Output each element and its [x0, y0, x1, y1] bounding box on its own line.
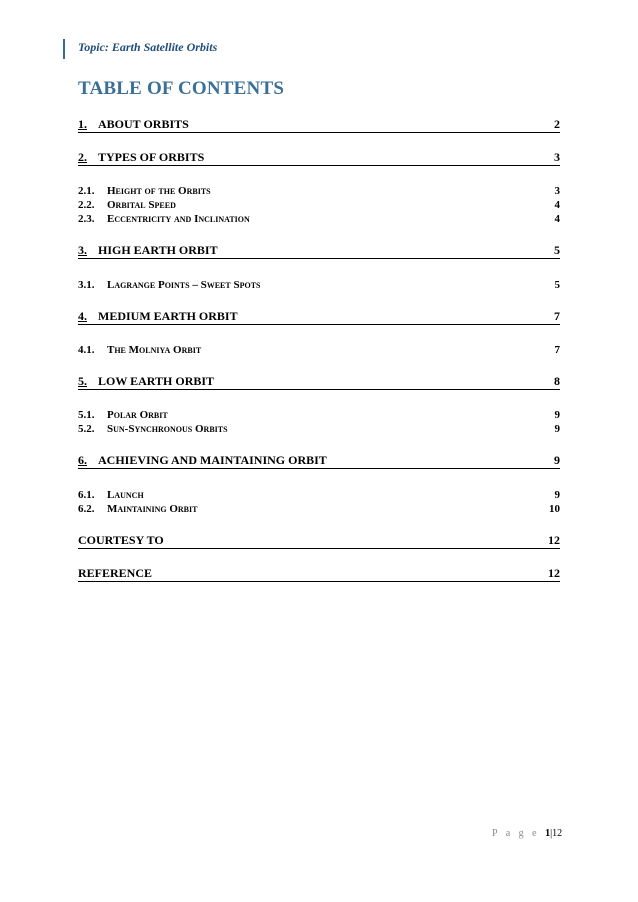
page-footer [492, 828, 562, 839]
toc-entry-label: Launch [107, 489, 144, 501]
toc-entry-page: 9 [554, 409, 560, 421]
toc-entry-label: COURTESY TO [78, 533, 164, 547]
toc-entry-label: Eccentricity and Inclination [107, 213, 250, 225]
toc-entry-page: 10 [549, 503, 560, 515]
toc-entry-achieving-orbit[interactable] [78, 453, 560, 469]
toc-entry-page: 12 [548, 566, 560, 580]
toc-entry-label: ABOUT ORBITS [98, 117, 189, 131]
toc-entry-height-of-orbits[interactable] [78, 183, 560, 197]
toc-entry-number: 2.3. [78, 213, 95, 225]
toc-entry-polar-orbit[interactable] [78, 407, 560, 421]
toc-entry-molniya-orbit[interactable] [78, 342, 560, 356]
toc-entry-label: Height of the Orbits [107, 185, 211, 197]
toc-entry-label: MEDIUM EARTH ORBIT [98, 309, 238, 323]
toc-entry-number: 2.1. [78, 185, 95, 197]
toc-entry-sun-synchronous[interactable] [78, 421, 560, 435]
toc-entry-page: 9 [554, 489, 560, 501]
toc-entry-page: 2 [554, 117, 560, 131]
toc-entry-reference[interactable] [78, 566, 560, 582]
toc-entry-label: ACHIEVING AND MAINTAINING ORBIT [98, 453, 327, 467]
toc-entry-page: 3 [554, 185, 560, 197]
toc-entry-eccentricity[interactable] [78, 211, 560, 225]
footer-current-page: 1 [545, 828, 551, 839]
toc-entry-number: 5.1. [78, 409, 95, 421]
toc-entry-page: 5 [554, 279, 560, 291]
toc-entry-label: HIGH EARTH ORBIT [98, 243, 218, 257]
toc-entry-label: Lagrange Points – Sweet Spots [107, 279, 261, 291]
toc-entry-page: 8 [554, 374, 560, 388]
toc-entry-label: REFERENCE [78, 566, 153, 580]
footer-total-pages: 12 [552, 828, 563, 839]
toc-entry-label: TYPES OF ORBITS [98, 150, 205, 164]
toc-entry-number: 3. [78, 243, 87, 257]
toc-entry-page: 9 [554, 423, 560, 435]
toc-entry-number: 5. [78, 374, 87, 388]
toc-title: TABLE OF CONTENTS [78, 78, 285, 99]
toc-entry-number: 2.2. [78, 199, 95, 211]
toc-entry-number: 6.2. [78, 503, 95, 515]
toc-entry-courtesy[interactable] [78, 533, 560, 549]
header-topic: Topic: Earth Satellite Orbits [78, 40, 218, 54]
toc-entry-launch[interactable] [78, 487, 560, 501]
toc-entry-page: 3 [554, 150, 560, 164]
toc-entry-label: Maintaining Orbit [107, 503, 198, 515]
toc-entry-label: The Molniya Orbit [107, 344, 202, 356]
toc-entry-about-orbits[interactable] [78, 117, 560, 133]
toc-entry-page: 7 [554, 309, 560, 323]
toc-entry-label: LOW EARTH ORBIT [98, 374, 215, 388]
toc-entry-number: 6. [78, 453, 87, 467]
toc-entry-page: 5 [554, 243, 560, 257]
toc-entry-number: 3.1. [78, 279, 95, 291]
toc-entry-number: 5.2. [78, 423, 95, 435]
toc-entry-lagrange-points[interactable] [78, 277, 560, 291]
footer-separator: | [550, 828, 553, 839]
footer-page-word: P a g e [492, 828, 540, 839]
toc-entry-label: Sun-Synchronous Orbits [107, 423, 228, 435]
toc-entry-number: 6.1. [78, 489, 95, 501]
toc-entry-high-earth-orbit[interactable] [78, 243, 560, 259]
toc-entry-number: 4.1. [78, 344, 95, 356]
toc-entry-page: 4 [554, 213, 560, 225]
toc-entry-label: Orbital Speed [107, 199, 176, 211]
toc-entry-page: 7 [554, 344, 560, 356]
toc-entry-maintaining-orbit[interactable] [78, 501, 560, 515]
toc-entry-page: 12 [548, 533, 560, 547]
toc-entry-types-of-orbits[interactable] [78, 150, 560, 166]
toc-entry-number: 4. [78, 309, 87, 323]
header-accent-bar [63, 39, 65, 59]
toc-entry-orbital-speed[interactable] [78, 197, 560, 211]
toc-entry-number: 2. [78, 150, 87, 164]
toc-entry-medium-earth-orbit[interactable] [78, 309, 560, 325]
toc-entry-page: 4 [554, 199, 560, 211]
toc-entry-low-earth-orbit[interactable] [78, 374, 560, 390]
toc-entry-number: 1. [78, 117, 87, 131]
toc-entry-page: 9 [554, 453, 560, 467]
toc-entry-label: Polar Orbit [107, 409, 168, 421]
